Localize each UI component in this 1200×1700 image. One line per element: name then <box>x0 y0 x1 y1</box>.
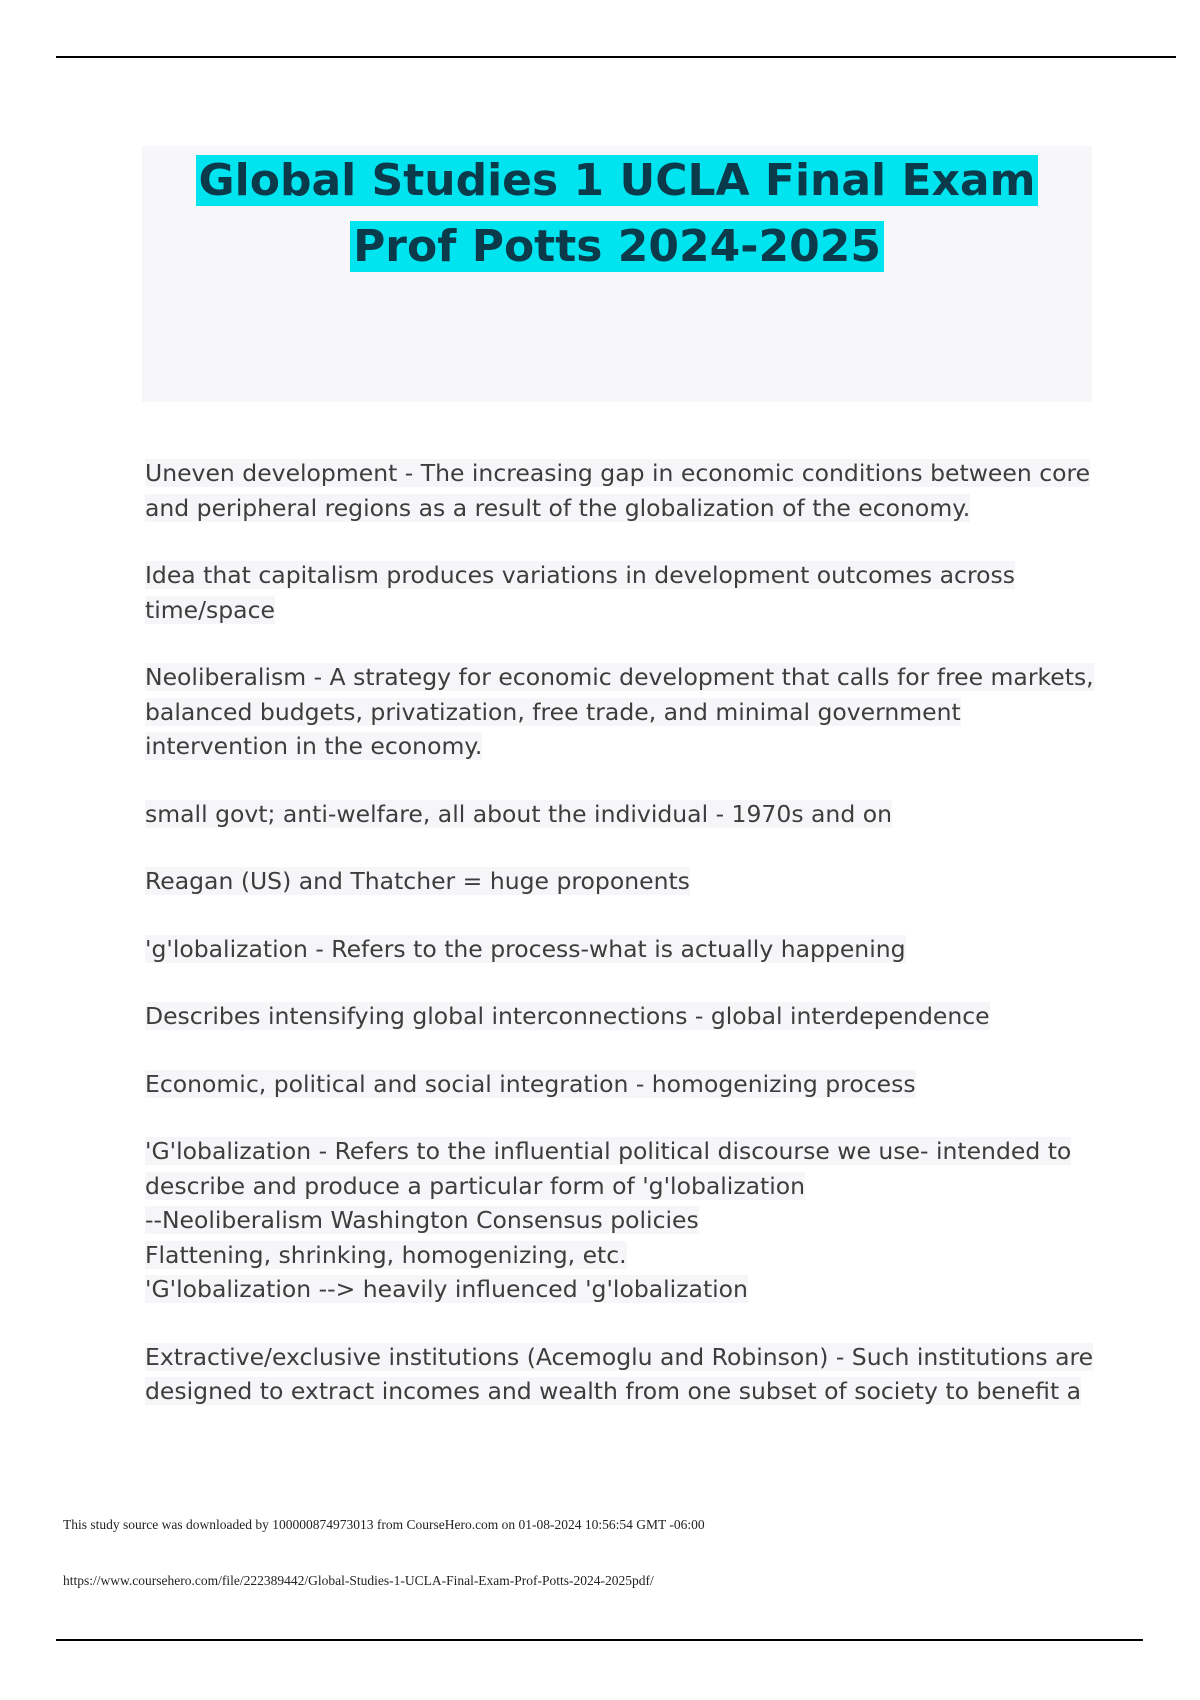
top-rule <box>56 56 1176 58</box>
note-text: small govt; anti-welfare, all about the individual - 1970s and on <box>145 799 892 828</box>
note-text: Idea that capitalism produces variations in development outcomes across time/space <box>145 561 1015 624</box>
document-title-text: Global Studies 1 UCLA Final Exam Prof Potts 2024-2025 <box>196 155 1039 272</box>
note-entry <box>145 1340 1095 1409</box>
note-entry <box>145 558 1095 627</box>
note-entry <box>145 999 1095 1034</box>
note-entry <box>145 1067 1095 1102</box>
note-text: Extractive/exclusive institutions (Acemoglu and Robinson) - Such institutions are designed to extract incomes and wealth from one subset of society to benefit a <box>145 1342 1094 1405</box>
note-entry <box>145 1134 1095 1307</box>
note-text: Uneven development - The increasing gap in economic conditions between core and peripheral regions as a result of the globalization of the economy. <box>145 459 1091 522</box>
note-text: 'g'lobalization - Refers to the process-what is actually happening <box>145 934 906 963</box>
note-text: 'G'lobalization - Refers to the influential political discourse we use- intended to describe and produce a particular form of 'g'lobalization --Neoliberalism Washington Consensus policies Flattening, shrinking, homogenizing, etc. 'G'lobalization --> heavily influenced 'g'lobalization <box>145 1137 1072 1303</box>
note-entry <box>145 456 1095 525</box>
note-text: Describes intensifying global interconnections - global interdependence <box>145 1002 990 1030</box>
note-entry <box>145 864 1095 899</box>
notes-list <box>145 456 1095 1442</box>
title-panel <box>142 146 1092 402</box>
note-entry <box>145 932 1095 967</box>
source-url: https://www.coursehero.com/file/222389442/Global-Studies-1-UCLA-Final-Exam-Prof-Potts-2024-2025pdf/ <box>63 1573 654 1588</box>
download-note: This study source was downloaded by 100000874973013 from CourseHero.com on 01-08-2024 10:56:54 GMT -06:00 <box>63 1517 705 1532</box>
note-text: Reagan (US) and Thatcher = huge proponents <box>145 867 690 895</box>
bottom-rule <box>56 1639 1143 1641</box>
note-text: Economic, political and social integration - homogenizing process <box>145 1069 916 1098</box>
document-title <box>142 146 1092 280</box>
note-entry <box>145 797 1095 832</box>
note-entry <box>145 660 1095 764</box>
note-text: Neoliberalism - A strategy for economic development that calls for free markets, balanced budgets, privatization, free trade, and minimal government intervention in the economy. <box>145 663 1094 760</box>
